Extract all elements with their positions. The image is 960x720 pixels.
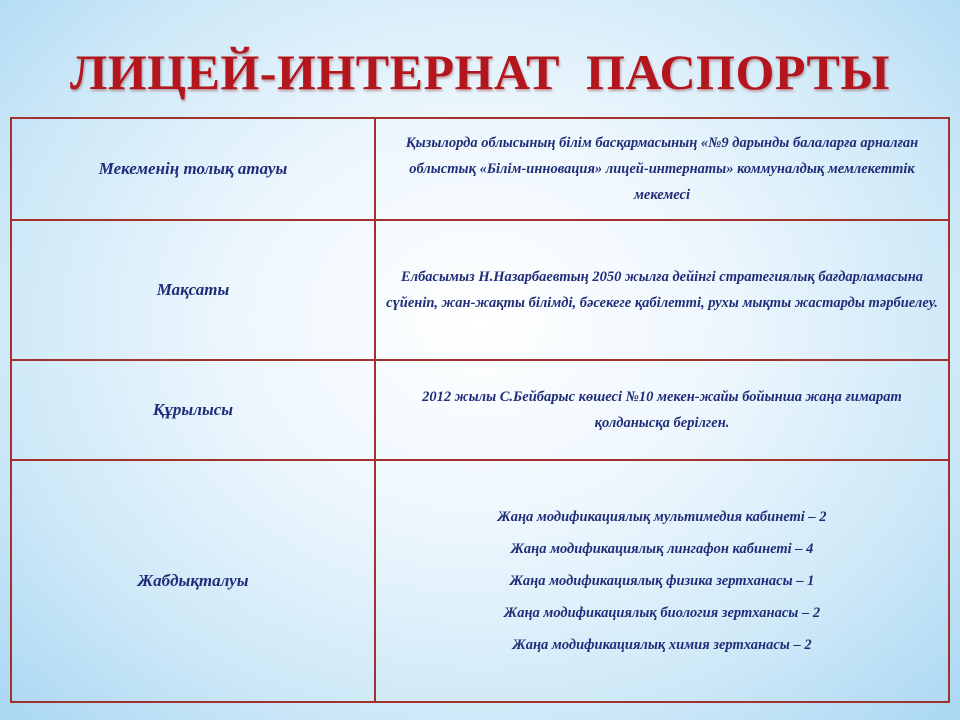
table-row (11, 118, 949, 220)
row-label-purpose: Мақсаты (11, 220, 375, 360)
passport-table (10, 117, 950, 703)
row-value-purpose: Елбасымыз Н.Назарбаевтың 2050 жылға дейінгі стратегиялық бағдарламасына сүйеніп, жан-жақты білімді, бәсекеге қабілетті, рухы мықты жастарды тәрбиелеу. (375, 220, 949, 360)
row-label-equipment: Жабдықталуы (11, 460, 375, 702)
list-item: Жаңа модификациялық химия зертханасы – 2 (512, 637, 812, 653)
row-value-full-name: Қызылорда облысының білім басқармасының «№9 дарынды балаларға арналған облыстық «Білім-инновация» лицей-интернаты» коммуналдық мемлекеттік мекемесі (375, 118, 949, 220)
table-row (11, 220, 949, 360)
list-item: Жаңа модификациялық биология зертханасы – 2 (503, 605, 821, 621)
list-item: Жаңа модификациялық физика зертханасы – 1 (509, 573, 815, 589)
list-item: Жаңа модификациялық лингафон кабинеті – 4 (510, 541, 814, 557)
row-value-construction: 2012 жылы С.Бейбарыс көшесі №10 мекен-жайы бойынша жаңа ғимарат қолданысқа берілген. (375, 360, 949, 460)
row-label-construction: Құрылысы (11, 360, 375, 460)
list-item: Жаңа модификациялық мультимедия кабинеті – 2 (497, 509, 827, 525)
equipment-list (386, 501, 938, 661)
table-row (11, 360, 949, 460)
row-label-full-name: Мекеменің толық атауы (11, 118, 375, 220)
page-title: ЛИЦЕЙ-ИНТЕРНАТ ПАСПОРТЫ (70, 44, 890, 100)
row-value-equipment (375, 460, 949, 702)
table-row (11, 460, 949, 702)
